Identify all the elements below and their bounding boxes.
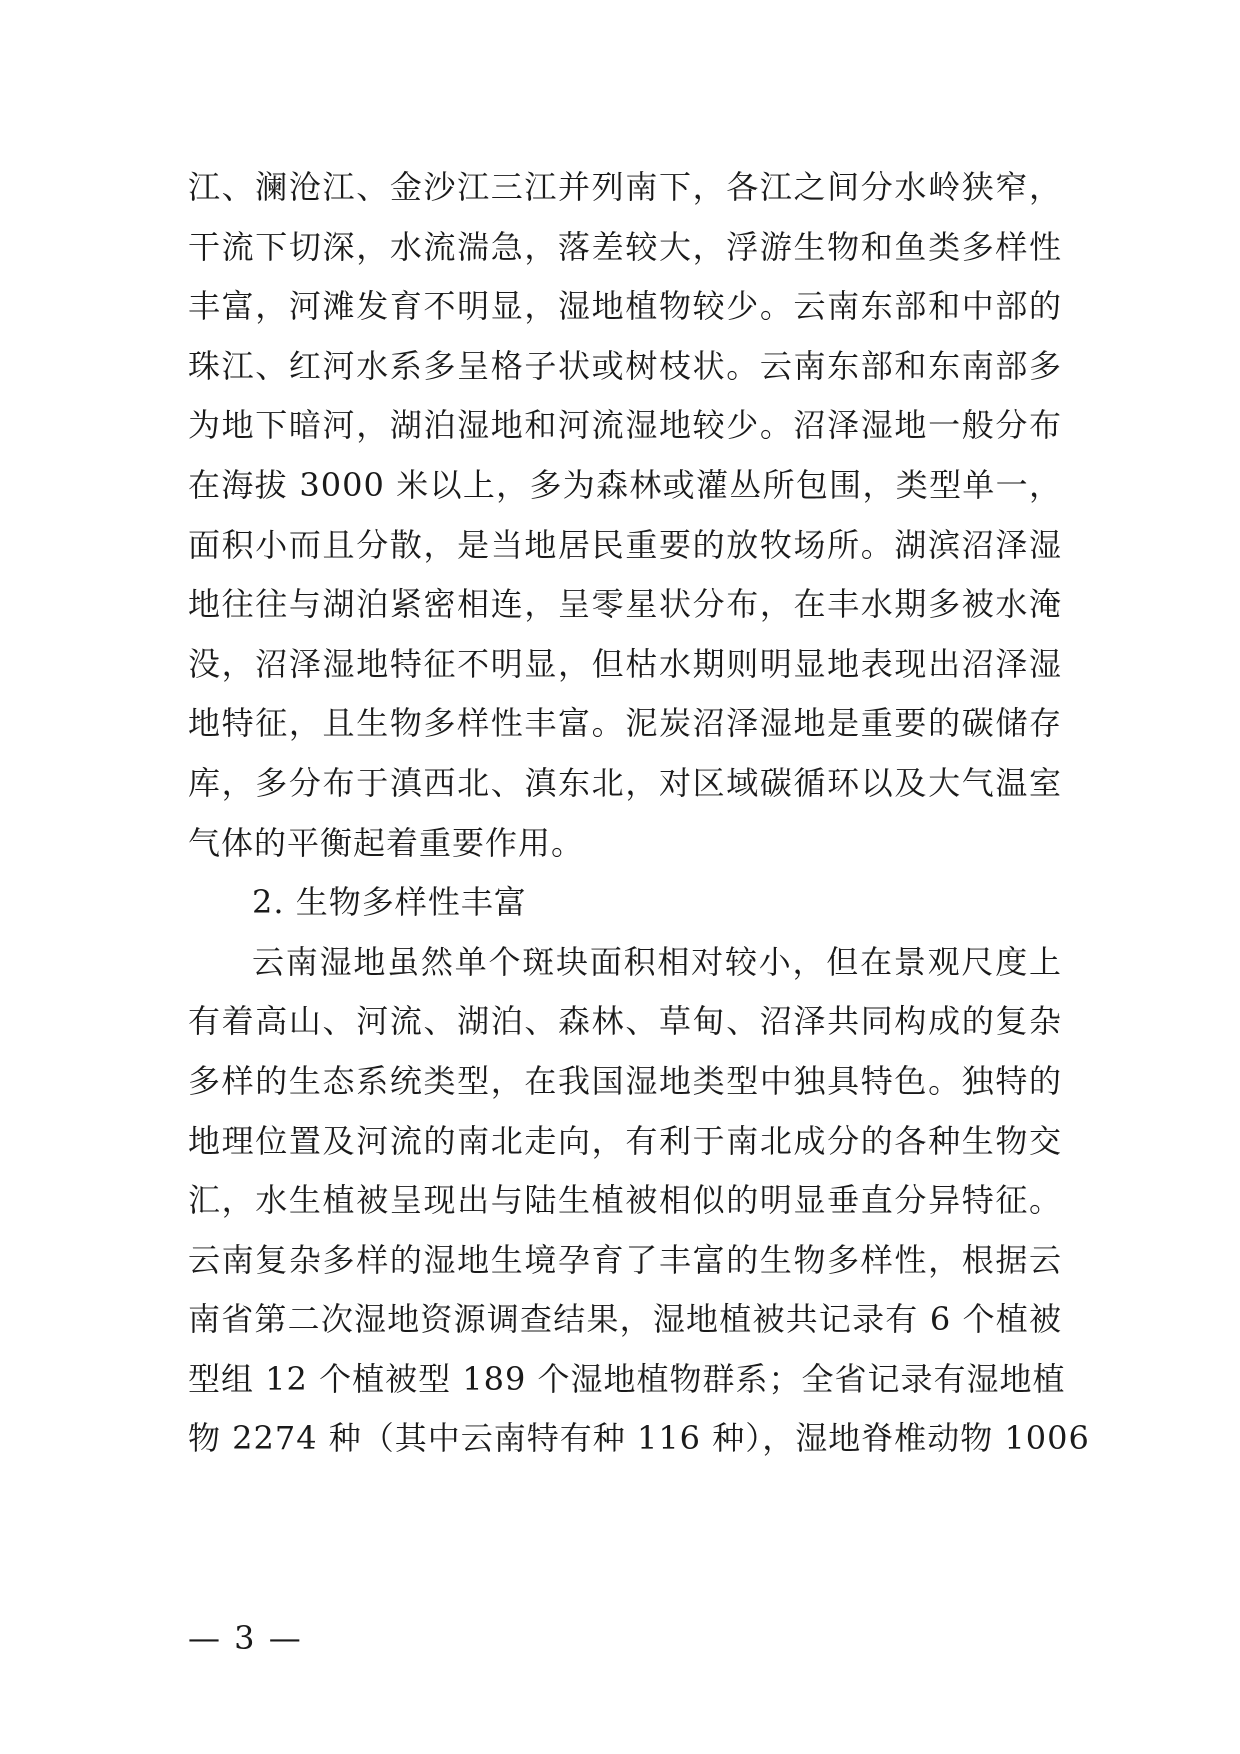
text-line: 没，沼泽湿地特征不明显，但枯水期则明显地表现出沼泽湿 — [188, 644, 1062, 683]
text-line: 型组 12 个植被型 189 个湿地植物群系；全省记录有湿地植 — [188, 1359, 1066, 1398]
section-heading: 2. 生物多样性丰富 — [252, 883, 527, 922]
text-line: 丰富，河滩发育不明显，湿地植物较少。云南东部和中部的 — [188, 287, 1062, 326]
text-line: 江、澜沧江、金沙江三江并列南下，各江之间分水岭狭窄， — [188, 168, 1062, 206]
text-line: 珠江、红河水系多呈格子状或树枝状。云南东部和东南部多 — [188, 346, 1062, 385]
text-line: 云南复杂多样的湿地生境孕育了丰富的生物多样性，根据云 — [188, 1240, 1062, 1279]
body-text — [188, 158, 1090, 1469]
text-line: 有着高山、河流、湖泊、森林、草甸、沼泽共同构成的复杂 — [188, 1002, 1062, 1041]
text-line: 气体的平衡起着重要作用。 — [188, 823, 585, 862]
text-line: 在海拔 3000 米以上，多为森林或灌丛所包围，类型单一， — [188, 465, 1062, 504]
text-line: 物 2274 种（其中云南特有种 116 种），湿地脊椎动物 1006 — [188, 1419, 1090, 1458]
text-line: 云南湿地虽然单个斑块面积相对较小，但在景观尺度上 — [252, 942, 1062, 981]
page-number: — 3 — — [188, 1619, 303, 1657]
text-line: 面积小而且分散，是当地居民重要的放牧场所。湖滨沼泽湿 — [188, 525, 1062, 564]
text-line: 地特征，且生物多样性丰富。泥炭沼泽湿地是重要的碳储存 — [188, 704, 1062, 743]
text-line: 为地下暗河，湖泊湿地和河流湿地较少。沼泽湿地一般分布 — [188, 406, 1062, 445]
text-line: 汇，水生植被呈现出与陆生植被相似的明显垂直分异特征。 — [188, 1181, 1062, 1220]
text-line: 库，多分布于滇西北、滇东北，对区域碳循环以及大气温室 — [188, 763, 1062, 802]
text-line: 地往往与湖泊紧密相连，呈零星状分布，在丰水期多被水淹 — [188, 585, 1062, 624]
text-line: 干流下切深，水流湍急，落差较大，浮游生物和鱼类多样性 — [188, 227, 1062, 266]
text-line: 地理位置及河流的南北走向，有利于南北成分的各种生物交 — [188, 1121, 1062, 1160]
text-line: 多样的生态系统类型，在我国湿地类型中独具特色。独特的 — [188, 1061, 1062, 1100]
text-line: 南省第二次湿地资源调查结果，湿地植被共记录有 6 个植被 — [188, 1300, 1062, 1339]
